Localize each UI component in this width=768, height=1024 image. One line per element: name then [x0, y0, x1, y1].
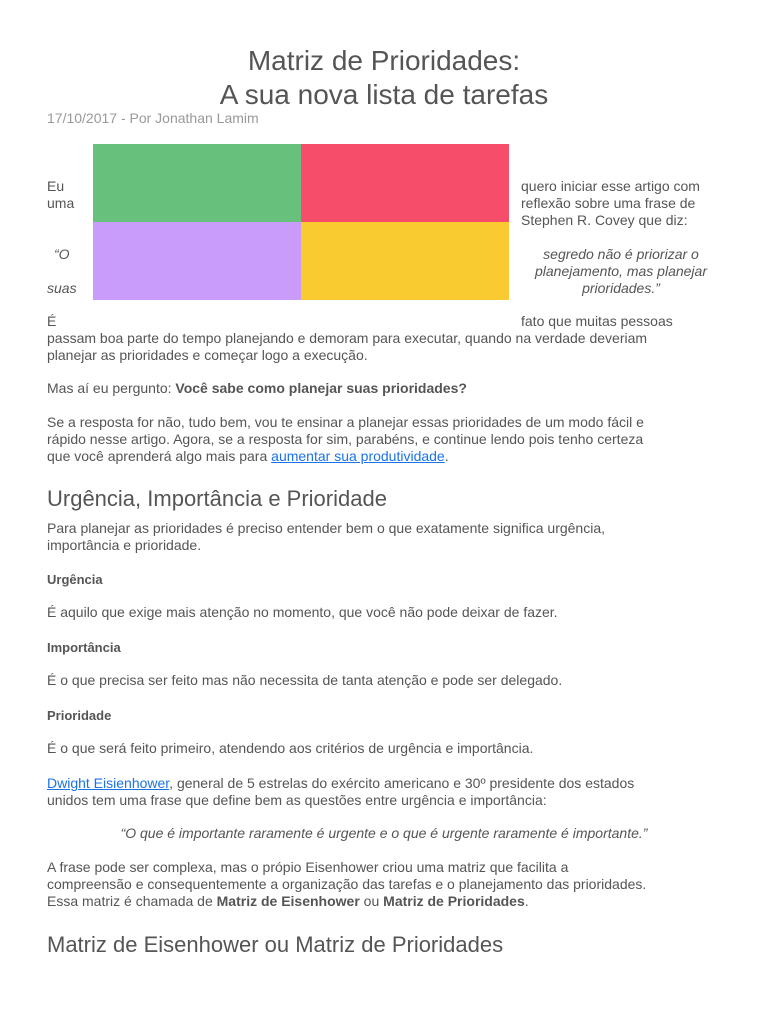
- frase-bold-prioridades: Matriz de Prioridades: [383, 893, 525, 909]
- intro-e-right: fato que muitas pessoas: [521, 313, 673, 329]
- matrix-quadrant-green: [93, 144, 301, 222]
- answer-line-1: Se a resposta for não, tudo bem, vou te ensinar a planejar essas prioridades de um modo fácil e: [47, 414, 644, 430]
- intro-right-1: quero iniciar esse artigo com: [521, 178, 700, 194]
- intro-line-3: planejar as prioridades e começar logo a execução.: [47, 347, 368, 363]
- frase-line-3-mid: ou: [359, 893, 384, 909]
- matrix-quadrant-yellow: [301, 222, 509, 300]
- eisenhower-quote: “O que é importante raramente é urgente e o que é urgente raramente é importante.”: [120, 825, 648, 841]
- quote-right-3: prioridades.”: [582, 280, 660, 296]
- section1-intro-2: importância e prioridade.: [47, 537, 202, 553]
- intro-e-left: É: [47, 313, 57, 329]
- priority-matrix-image: [93, 144, 509, 300]
- article-title-line-1: Matriz de Prioridades:: [247, 45, 521, 76]
- eisenhower-line-2: unidos tem uma frase que define bem as questões entre urgência e importância:: [47, 792, 547, 808]
- frase-line-3-prefix: Essa matriz é chamada de: [47, 893, 217, 909]
- frase-line-3-suffix: .: [524, 893, 529, 909]
- quote-left-1: “O: [54, 246, 70, 262]
- quote-right-1: segredo não é priorizar o: [543, 246, 699, 262]
- article-meta: 17/10/2017 - Por Jonathan Lamim: [47, 110, 259, 126]
- answer-line-3-suffix: .: [444, 448, 449, 464]
- matrix-quadrant-red: [301, 144, 509, 222]
- importancia-label: Importância: [47, 640, 121, 655]
- intro-left-1: Eu: [47, 178, 65, 194]
- answer-line-2: rápido nesse artigo. Agora, se a resposta for sim, parabéns, e continue lendo pois tenho certeza: [47, 431, 644, 447]
- prioridade-text: É o que será feito primeiro, atendendo aos critérios de urgência e importância.: [47, 740, 534, 756]
- intro-right-3: Stephen R. Covey que diz:: [521, 212, 688, 228]
- eisenhower-text-1: , general de 5 estrelas do exército americano e 30º presidente dos estados: [169, 775, 635, 791]
- matrix-quadrant-purple: [93, 222, 301, 300]
- frase-bold-eisenhower: Matriz de Eisenhower: [216, 893, 360, 909]
- section-heading-urgencia: Urgência, Importância e Prioridade: [47, 486, 387, 511]
- answer-line-3-prefix: que você aprenderá algo mais para: [47, 448, 272, 464]
- intro-line-2: passam boa parte do tempo planejando e demoram para executar, quando na verdade deveriam: [47, 330, 648, 346]
- eisenhower-link[interactable]: Dwight Eisienhower: [47, 775, 170, 791]
- article-title-line-2: A sua nova lista de tarefas: [219, 79, 549, 110]
- frase-line-3: [47, 893, 529, 910]
- urgencia-text: É aquilo que exige mais atenção no momento, que você não pode deixar de fazer.: [47, 604, 558, 620]
- answer-line-3: [47, 448, 449, 465]
- importancia-text: É o que precisa ser feito mas não necessita de tanta atenção e pode ser delegado.: [47, 672, 563, 688]
- quote-right-2: planejamento, mas planejar: [535, 263, 707, 279]
- question-paragraph: [47, 380, 467, 397]
- urgencia-label: Urgência: [47, 572, 103, 587]
- section-heading-matriz: Matriz de Eisenhower ou Matriz de Prioridades: [47, 932, 504, 957]
- question-prefix: Mas aí eu pergunto:: [47, 380, 176, 396]
- intro-right-2: reflexão sobre uma frase de: [521, 195, 696, 211]
- quote-left-2: suas: [47, 280, 77, 296]
- frase-line-2: compreensão e consequentemente a organização das tarefas e o planejamento das prioridades.: [47, 876, 647, 892]
- frase-line-1: A frase pode ser complexa, mas o própio Eisenhower criou uma matriz que facilita a: [47, 859, 569, 875]
- eisenhower-line-1: [47, 775, 634, 792]
- productivity-link[interactable]: aumentar sua produtividade: [271, 448, 445, 464]
- section1-intro-1: Para planejar as prioridades é preciso entender bem o que exatamente significa urgência,: [47, 520, 606, 536]
- intro-left-2: uma: [47, 195, 75, 211]
- prioridade-label: Prioridade: [47, 708, 112, 723]
- question-bold: Você sabe como planejar suas prioridades?: [175, 380, 467, 396]
